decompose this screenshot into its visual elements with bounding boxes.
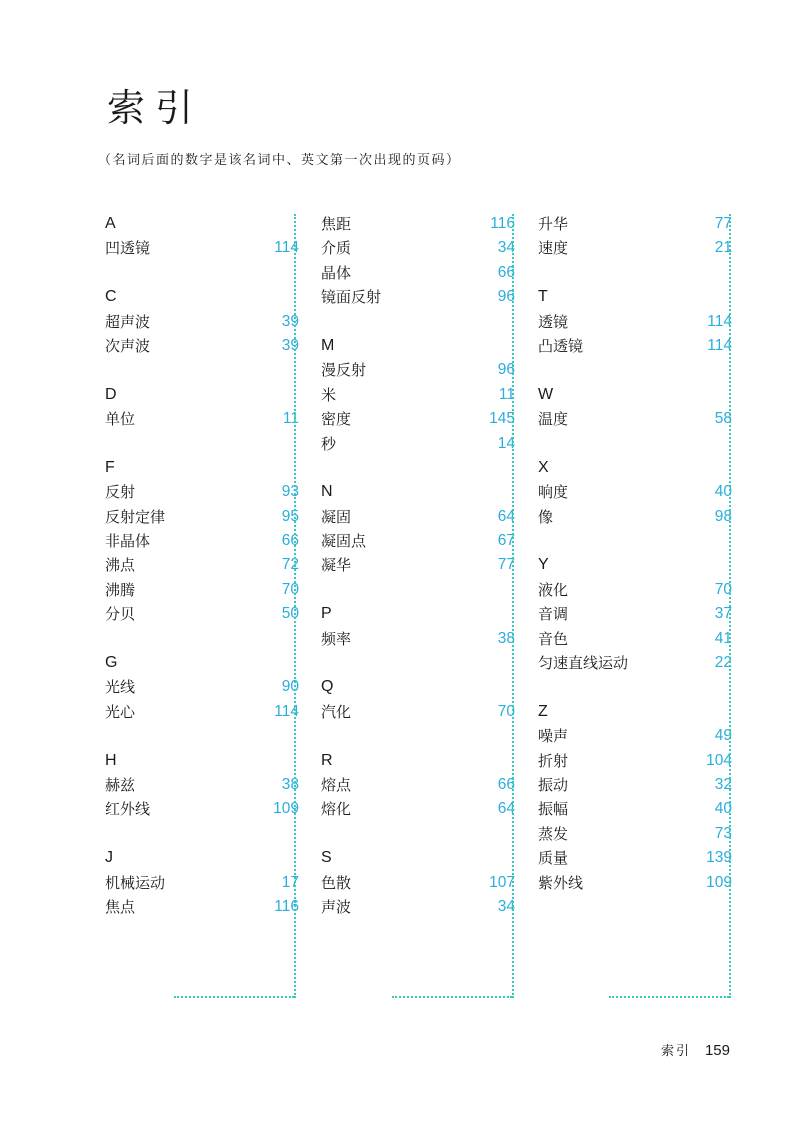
index-group bbox=[538, 553, 732, 675]
index-term: 熔化 bbox=[321, 800, 352, 819]
column-divider-foot bbox=[174, 996, 294, 998]
index-letter-heading: H bbox=[105, 751, 117, 769]
index-page-number: 11 bbox=[282, 410, 299, 428]
index-page-number: 14 bbox=[497, 434, 515, 452]
index-term: 音调 bbox=[538, 605, 569, 624]
index-letter-heading: Q bbox=[321, 678, 334, 696]
index-term: 音色 bbox=[538, 629, 569, 648]
index-group bbox=[538, 212, 732, 261]
index-term: 熔点 bbox=[321, 775, 352, 794]
index-page-number: 66 bbox=[281, 532, 299, 550]
index-entry bbox=[105, 505, 299, 529]
index-entry bbox=[321, 895, 515, 919]
index-term: 米 bbox=[321, 385, 337, 404]
index-page-number: 38 bbox=[497, 629, 515, 647]
index-page-number: 93 bbox=[281, 483, 299, 501]
index-page-number: 90 bbox=[281, 678, 299, 696]
index-term: 凝华 bbox=[321, 556, 352, 575]
index-entry bbox=[538, 236, 732, 260]
index-term: 透镜 bbox=[538, 312, 569, 331]
index-term: 晶体 bbox=[321, 263, 352, 282]
index-entry bbox=[321, 212, 515, 236]
index-entry bbox=[105, 553, 299, 577]
index-term: 沸腾 bbox=[105, 580, 136, 599]
index-term: 升华 bbox=[538, 215, 569, 233]
index-entry bbox=[321, 505, 515, 529]
index-term: 振幅 bbox=[538, 800, 569, 819]
index-group bbox=[321, 334, 515, 456]
index-group bbox=[538, 700, 732, 895]
index-group bbox=[321, 480, 515, 578]
index-entry bbox=[105, 700, 299, 724]
index-term: 声波 bbox=[321, 897, 352, 916]
index-term: 密度 bbox=[321, 410, 352, 429]
index-entry bbox=[105, 602, 299, 626]
index-page-number: 107 bbox=[489, 873, 515, 891]
index-term: 光心 bbox=[105, 702, 136, 721]
index-entry bbox=[105, 407, 299, 431]
index-page-number: 104 bbox=[706, 751, 732, 769]
index-entry bbox=[538, 505, 732, 529]
index-term: 响度 bbox=[538, 483, 569, 502]
index-page-number: 109 bbox=[706, 873, 732, 891]
index-letter-heading: P bbox=[321, 605, 332, 623]
index-term: 秒 bbox=[321, 434, 337, 453]
index-term: 介质 bbox=[321, 239, 352, 258]
index-entry bbox=[538, 578, 732, 602]
index-entry bbox=[538, 773, 732, 797]
index-term: 机械运动 bbox=[105, 873, 166, 892]
index-term: 振动 bbox=[538, 775, 569, 794]
index-page-number: 139 bbox=[706, 849, 732, 867]
index-page-number: 34 bbox=[497, 897, 515, 915]
index-term: 质量 bbox=[538, 849, 569, 868]
index-page-number: 70 bbox=[714, 580, 732, 598]
index-page-number: 17 bbox=[281, 873, 299, 891]
index-letter-heading: A bbox=[105, 215, 116, 232]
index-page-number: 37 bbox=[714, 605, 732, 623]
index-page-number: 98 bbox=[714, 507, 732, 525]
index-entry bbox=[538, 212, 732, 236]
index-term: 温度 bbox=[538, 410, 569, 429]
index-group bbox=[105, 749, 299, 822]
index-term: 液化 bbox=[538, 580, 569, 599]
index-term: 像 bbox=[538, 507, 554, 526]
index-entry bbox=[538, 627, 732, 651]
index-entry bbox=[105, 578, 299, 602]
index-group bbox=[105, 285, 299, 358]
index-page-number: 39 bbox=[281, 336, 299, 354]
index-term: 单位 bbox=[105, 410, 136, 429]
footer-page-number: 159 bbox=[704, 1042, 730, 1059]
index-group bbox=[105, 456, 299, 627]
index-page-number: 66 bbox=[497, 775, 515, 793]
index-letter-heading: C bbox=[105, 288, 117, 306]
index-entry bbox=[105, 480, 299, 504]
index-entry bbox=[105, 334, 299, 358]
index-page-number: 77 bbox=[714, 215, 732, 232]
index-page-number: 49 bbox=[714, 727, 732, 745]
index-page-number: 116 bbox=[274, 897, 299, 915]
index-group bbox=[321, 749, 515, 822]
index-group bbox=[105, 383, 299, 432]
index-page-number: 22 bbox=[714, 654, 732, 672]
index-entry bbox=[538, 334, 732, 358]
index-group bbox=[321, 602, 515, 651]
index-page-number: 77 bbox=[497, 556, 515, 574]
index-page-number: 66 bbox=[497, 263, 515, 281]
index-group bbox=[105, 651, 299, 724]
index-letter-heading: N bbox=[321, 483, 333, 501]
index-letter-heading: X bbox=[538, 458, 549, 476]
index-page-number: 39 bbox=[281, 312, 299, 330]
index-term: 色散 bbox=[321, 873, 352, 892]
index-page-number: 96 bbox=[497, 361, 515, 379]
index-page-number: 109 bbox=[273, 800, 299, 818]
column-divider-foot bbox=[392, 996, 512, 998]
index-entry bbox=[321, 797, 515, 821]
index-entry bbox=[321, 432, 515, 456]
column-divider bbox=[294, 214, 296, 998]
index-term: 漫反射 bbox=[321, 361, 367, 380]
index-page-number: 50 bbox=[281, 605, 299, 623]
index-term: 噪声 bbox=[538, 727, 569, 746]
index-entry bbox=[538, 724, 732, 748]
index-entry bbox=[321, 553, 515, 577]
index-column-1 bbox=[105, 212, 299, 944]
index-group bbox=[538, 285, 732, 358]
index-note: （名词后面的数字是该名词中、英文第一次出现的页码） bbox=[98, 153, 461, 168]
index-term: 凝固点 bbox=[321, 532, 367, 551]
index-entry bbox=[321, 285, 515, 309]
index-entry bbox=[105, 529, 299, 553]
index-entry bbox=[105, 797, 299, 821]
index-entry bbox=[321, 261, 515, 285]
index-entry bbox=[538, 749, 732, 773]
index-page-number: 70 bbox=[281, 580, 299, 598]
index-page-number: 40 bbox=[714, 800, 732, 818]
index-page-number: 21 bbox=[714, 239, 732, 257]
index-letter-heading: Z bbox=[538, 702, 548, 720]
index-entry bbox=[105, 895, 299, 919]
index-term: 超声波 bbox=[105, 312, 151, 331]
index-entry bbox=[105, 773, 299, 797]
index-term: 汽化 bbox=[321, 702, 352, 721]
index-page-number: 58 bbox=[714, 410, 732, 428]
index-column-3 bbox=[538, 212, 732, 919]
column-divider bbox=[729, 214, 731, 998]
index-page-number: 41 bbox=[714, 629, 732, 647]
index-term: 紫外线 bbox=[538, 873, 584, 892]
index-term: 光线 bbox=[105, 678, 136, 697]
column-divider-foot bbox=[609, 996, 729, 998]
index-page-number: 64 bbox=[497, 800, 515, 818]
index-term: 分贝 bbox=[105, 605, 136, 624]
index-term: 非晶体 bbox=[105, 532, 151, 551]
index-term: 折射 bbox=[538, 751, 569, 770]
index-entry bbox=[538, 651, 732, 675]
index-page-number: 73 bbox=[714, 824, 732, 842]
index-letter-heading: R bbox=[321, 751, 333, 769]
index-page-number: 114 bbox=[707, 336, 732, 354]
index-entry bbox=[538, 407, 732, 431]
index-group bbox=[321, 675, 515, 724]
index-term: 红外线 bbox=[105, 800, 151, 819]
index-page-number: 67 bbox=[497, 532, 515, 550]
index-group bbox=[321, 212, 515, 310]
index-letter-heading: F bbox=[105, 458, 115, 476]
index-entry bbox=[321, 383, 515, 407]
column-divider bbox=[512, 214, 514, 998]
index-term: 次声波 bbox=[105, 336, 151, 355]
index-entry bbox=[321, 627, 515, 651]
index-column-2 bbox=[321, 212, 515, 944]
index-page-number: 64 bbox=[497, 507, 515, 525]
index-entry bbox=[321, 407, 515, 431]
index-term: 蒸发 bbox=[538, 824, 569, 843]
index-entry bbox=[321, 529, 515, 553]
index-entry bbox=[321, 358, 515, 382]
page-title: 索引 bbox=[107, 86, 204, 130]
index-page-number: 96 bbox=[497, 288, 515, 306]
index-entry bbox=[105, 310, 299, 334]
index-group bbox=[105, 846, 299, 919]
index-letter-heading: G bbox=[105, 654, 118, 672]
index-term: 频率 bbox=[321, 629, 352, 648]
index-page-number: 72 bbox=[281, 556, 299, 574]
index-entry bbox=[105, 236, 299, 260]
index-entry bbox=[538, 797, 732, 821]
index-term: 凸透镜 bbox=[538, 336, 584, 355]
index-entry bbox=[105, 871, 299, 895]
index-group bbox=[321, 846, 515, 919]
index-letter-heading: S bbox=[321, 849, 332, 867]
index-term: 凝固 bbox=[321, 507, 352, 526]
index-page-number: 11 bbox=[498, 385, 515, 403]
index-page-number: 114 bbox=[274, 239, 299, 257]
index-entry bbox=[321, 871, 515, 895]
index-entry bbox=[321, 700, 515, 724]
index-entry bbox=[538, 871, 732, 895]
index-entry bbox=[321, 236, 515, 260]
index-page-number: 114 bbox=[274, 702, 299, 720]
index-term: 凹透镜 bbox=[105, 239, 151, 258]
page-footer bbox=[661, 1040, 730, 1059]
index-entry bbox=[105, 675, 299, 699]
index-entry bbox=[538, 480, 732, 504]
index-entry bbox=[538, 310, 732, 334]
index-page-number: 40 bbox=[714, 483, 732, 501]
index-entry bbox=[321, 773, 515, 797]
index-letter-heading: D bbox=[105, 385, 117, 403]
index-term: 赫兹 bbox=[105, 775, 136, 794]
footer-section-label: 索引 bbox=[660, 1044, 691, 1059]
index-page-number: 70 bbox=[497, 702, 515, 720]
index-letter-heading: M bbox=[321, 336, 335, 354]
index-group bbox=[538, 383, 732, 432]
index-letter-heading: T bbox=[538, 288, 548, 306]
index-term: 焦距 bbox=[321, 215, 352, 233]
index-page-number: 145 bbox=[489, 410, 515, 428]
index-letter-heading: W bbox=[538, 385, 554, 403]
index-letter-heading: J bbox=[105, 849, 113, 867]
index-term: 反射定律 bbox=[105, 507, 166, 526]
index-page-number: 116 bbox=[490, 215, 515, 232]
index-term: 速度 bbox=[538, 239, 569, 258]
index-term: 沸点 bbox=[105, 556, 136, 575]
index-letter-heading: Y bbox=[538, 556, 549, 574]
index-page-number: 95 bbox=[281, 507, 299, 525]
index-term: 镜面反射 bbox=[321, 288, 382, 307]
index-entry bbox=[538, 602, 732, 626]
index-page-number: 114 bbox=[707, 312, 732, 330]
index-entry bbox=[538, 846, 732, 870]
index-term: 匀速直线运动 bbox=[538, 654, 629, 673]
index-term: 反射 bbox=[105, 483, 136, 502]
index-page-number: 38 bbox=[281, 775, 299, 793]
index-page-number: 34 bbox=[497, 239, 515, 257]
index-group bbox=[538, 456, 732, 529]
index-entry bbox=[538, 822, 732, 846]
index-page-number: 32 bbox=[714, 775, 732, 793]
index-term: 焦点 bbox=[105, 897, 136, 916]
index-group bbox=[105, 212, 299, 261]
